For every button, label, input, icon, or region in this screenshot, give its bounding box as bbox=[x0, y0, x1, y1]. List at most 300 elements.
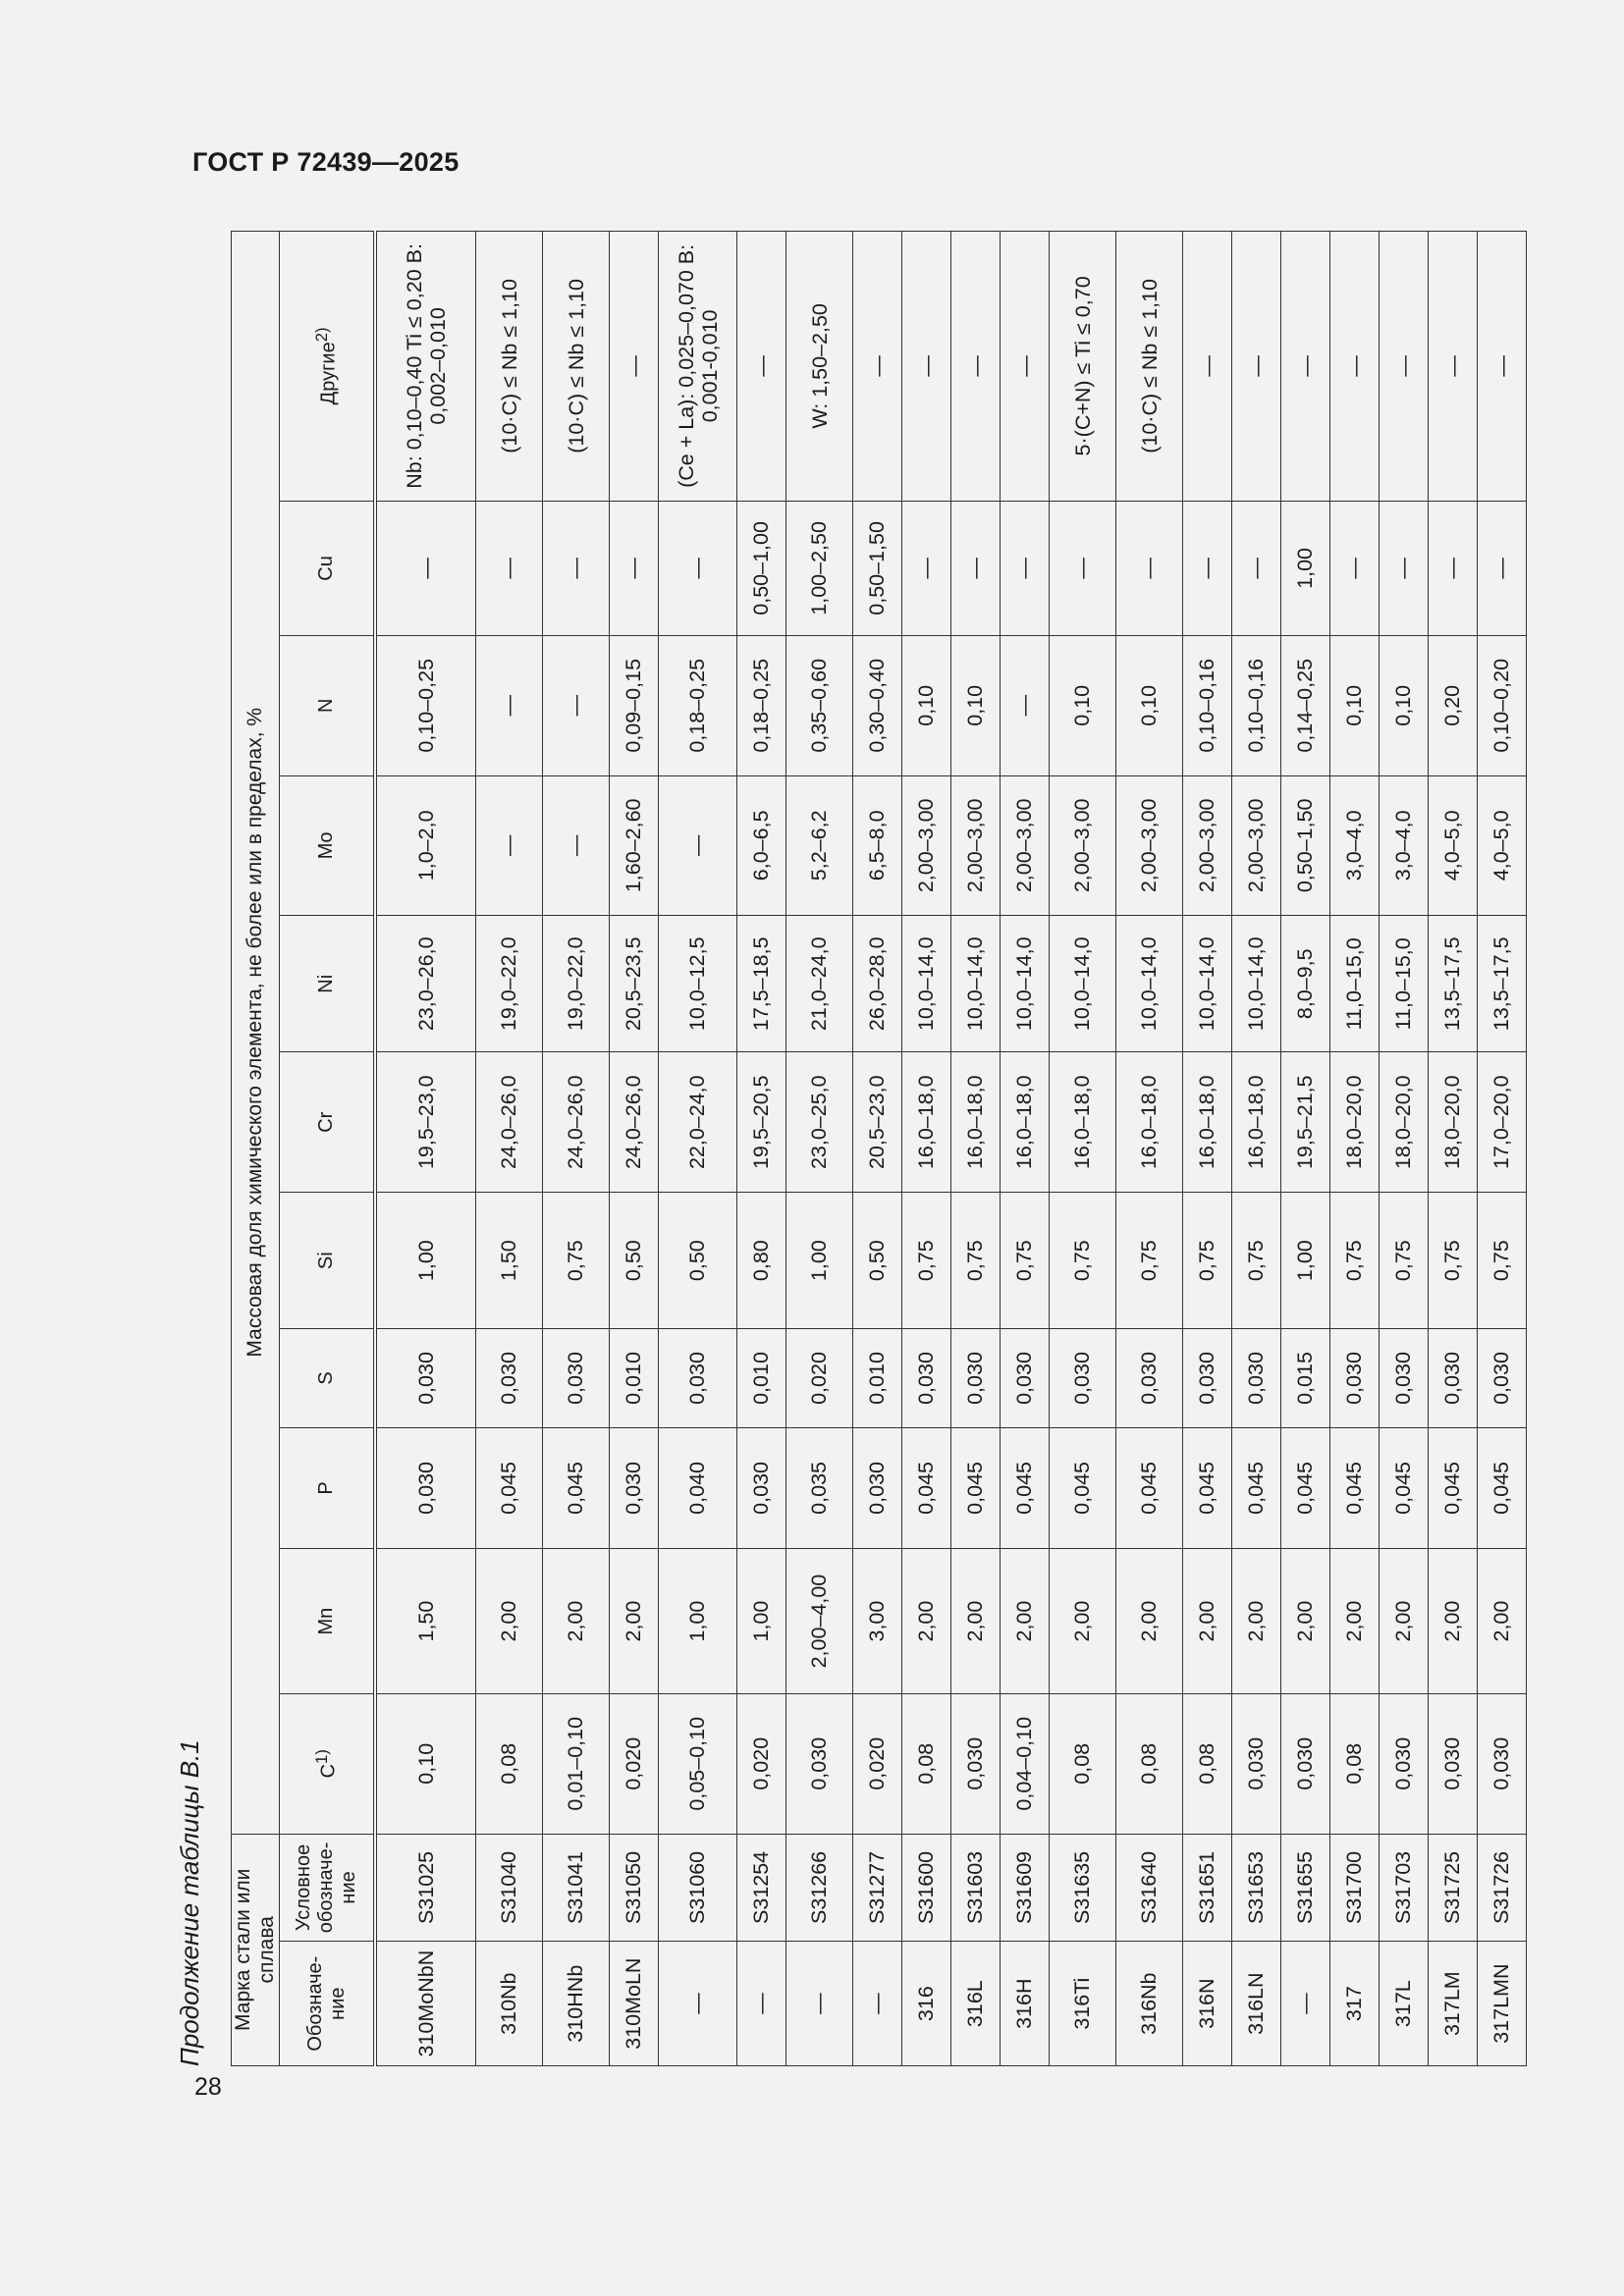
cell-ni: 10,0–14,0 bbox=[1050, 916, 1116, 1052]
cell-cu: 1,00–2,50 bbox=[786, 501, 853, 635]
cell-name: 310Nb bbox=[476, 1942, 543, 2066]
cell-n: 0,18–0,25 bbox=[737, 636, 786, 776]
cell-other: — bbox=[951, 232, 1001, 502]
cell-p: 0,045 bbox=[1380, 1427, 1429, 1549]
cell-ni: 8,0–9,5 bbox=[1281, 916, 1330, 1052]
cell-mn: 2,00 bbox=[1281, 1549, 1330, 1694]
cell-n: 0,14–0,25 bbox=[1281, 636, 1330, 776]
cell-cr: 19,5–23,0 bbox=[375, 1052, 476, 1193]
cell-uns: S31041 bbox=[543, 1834, 610, 1942]
cell-s: 0,030 bbox=[543, 1329, 610, 1427]
cell-other: — bbox=[853, 232, 902, 502]
cell-n: — bbox=[1001, 636, 1050, 776]
cell-uns: S31703 bbox=[1380, 1834, 1429, 1942]
cell-p: 0,030 bbox=[737, 1427, 786, 1549]
cell-si: 0,75 bbox=[1001, 1192, 1050, 1328]
cell-name: 316N bbox=[1183, 1942, 1232, 2066]
cell-mn: 1,50 bbox=[375, 1549, 476, 1694]
cell-name: 316Nb bbox=[1116, 1942, 1183, 2066]
cell-ni: 19,0–22,0 bbox=[476, 916, 543, 1052]
cell-s: 0,030 bbox=[902, 1329, 951, 1427]
cell-p: 0,045 bbox=[476, 1427, 543, 1549]
cell-si: 0,75 bbox=[1050, 1192, 1116, 1328]
cell-p: 0,045 bbox=[1330, 1427, 1380, 1549]
header-p: P bbox=[280, 1427, 376, 1549]
header-n: N bbox=[280, 636, 376, 776]
cell-uns: S31025 bbox=[375, 1834, 476, 1942]
cell-mo: 4,0–5,0 bbox=[1429, 775, 1478, 916]
cell-mo: 2,00–3,00 bbox=[951, 775, 1001, 916]
cell-c: 0,030 bbox=[1232, 1693, 1281, 1834]
cell-ni: 26,0–28,0 bbox=[853, 916, 902, 1052]
cell-other: 5·(C+N) ≤ Ti ≤ 0,70 bbox=[1050, 232, 1116, 502]
table-row bbox=[610, 232, 659, 2066]
cell-s: 0,030 bbox=[1429, 1329, 1478, 1427]
cell-other: — bbox=[1380, 232, 1429, 502]
cell-name: 310MoLN bbox=[610, 1942, 659, 2066]
cell-cu: — bbox=[1232, 501, 1281, 635]
other-footnote-mark: 2) bbox=[312, 327, 332, 343]
cell-s: 0,030 bbox=[1183, 1329, 1232, 1427]
rotated-table-block bbox=[175, 231, 1514, 2066]
table-caption: Продолжение таблицы В.1 bbox=[175, 1739, 204, 2066]
cell-s: 0,030 bbox=[1232, 1329, 1281, 1427]
cell-ni: 10,0–14,0 bbox=[1001, 916, 1050, 1052]
cell-uns: S31266 bbox=[786, 1834, 853, 1942]
table-row bbox=[1330, 232, 1380, 2066]
cell-cr: 24,0–26,0 bbox=[610, 1052, 659, 1193]
cell-uns: S31040 bbox=[476, 1834, 543, 1942]
table-row bbox=[1380, 232, 1429, 2066]
composition-group-header: Массовая доля химического элемента, не более или в пределах, % bbox=[232, 232, 280, 1835]
cell-n: — bbox=[476, 636, 543, 776]
table-row bbox=[659, 232, 737, 2066]
cell-n: 0,10 bbox=[1116, 636, 1183, 776]
cell-cr: 24,0–26,0 bbox=[476, 1052, 543, 1193]
cell-cr: 20,5–23,0 bbox=[853, 1052, 902, 1193]
cell-p: 0,045 bbox=[1183, 1427, 1232, 1549]
cell-uns: S31640 bbox=[1116, 1834, 1183, 1942]
header-ni: Ni bbox=[280, 916, 376, 1052]
cell-cr: 18,0–20,0 bbox=[1330, 1052, 1380, 1193]
header-c: $C^{1)}$ bbox=[280, 1693, 376, 1834]
cell-mn: 2,00 bbox=[1050, 1549, 1116, 1694]
cell-mo: 3,0–4,0 bbox=[1330, 775, 1380, 916]
cell-uns: S31254 bbox=[737, 1834, 786, 1942]
cell-p: 0,035 bbox=[786, 1427, 853, 1549]
cell-mn: 2,00 bbox=[1330, 1549, 1380, 1694]
table-row bbox=[786, 232, 853, 2066]
header-cu: Cu bbox=[280, 501, 376, 635]
cell-c: 0,08 bbox=[1116, 1693, 1183, 1834]
cell-n: 0,10 bbox=[1050, 636, 1116, 776]
cell-mo: 0,50–1,50 bbox=[1281, 775, 1330, 916]
cell-cr: 16,0–18,0 bbox=[951, 1052, 1001, 1193]
cell-other: — bbox=[1281, 232, 1330, 502]
cell-s: 0,010 bbox=[737, 1329, 786, 1427]
cell-name: 310MoNbN bbox=[375, 1942, 476, 2066]
cell-p: 0,045 bbox=[1478, 1427, 1527, 1549]
cell-cu: — bbox=[1330, 501, 1380, 635]
cell-cr: 23,0–25,0 bbox=[786, 1052, 853, 1193]
cell-name: — bbox=[786, 1942, 853, 2066]
cell-uns: S31653 bbox=[1232, 1834, 1281, 1942]
cell-mo: 2,00–3,00 bbox=[902, 775, 951, 916]
cell-n: — bbox=[543, 636, 610, 776]
cell-s: 0,030 bbox=[659, 1329, 737, 1427]
cell-si: 0,75 bbox=[543, 1192, 610, 1328]
cell-cr: 22,0–24,0 bbox=[659, 1052, 737, 1193]
cell-ni: 17,5–18,5 bbox=[737, 916, 786, 1052]
grade-group-header: Марка стали или сплава bbox=[232, 1834, 280, 2065]
cell-s: 0,030 bbox=[1478, 1329, 1527, 1427]
cell-n: 0,35–0,60 bbox=[786, 636, 853, 776]
cell-cr: 16,0–18,0 bbox=[1116, 1052, 1183, 1193]
cell-ni: 10,0–12,5 bbox=[659, 916, 737, 1052]
table-row bbox=[1116, 232, 1183, 2066]
cell-s: 0,010 bbox=[610, 1329, 659, 1427]
cell-name: 316H bbox=[1001, 1942, 1050, 2066]
cell-mo: 3,0–4,0 bbox=[1380, 775, 1429, 916]
cell-cu: — bbox=[1116, 501, 1183, 635]
cell-other: — bbox=[1232, 232, 1281, 502]
cell-cr: 19,5–20,5 bbox=[737, 1052, 786, 1193]
cell-uns: S31651 bbox=[1183, 1834, 1232, 1942]
cell-mn: 2,00 bbox=[1116, 1549, 1183, 1694]
table-row bbox=[1429, 232, 1478, 2066]
cell-si: 1,00 bbox=[1281, 1192, 1330, 1328]
cell-mn: 2,00–4,00 bbox=[786, 1549, 853, 1694]
cell-other: (10·C) ≤ Nb ≤ 1,10 bbox=[476, 232, 543, 502]
cell-n: 0,10 bbox=[902, 636, 951, 776]
cell-cu: — bbox=[375, 501, 476, 635]
cell-name: — bbox=[853, 1942, 902, 2066]
cell-c: 0,020 bbox=[610, 1693, 659, 1834]
cell-mn: 2,00 bbox=[1429, 1549, 1478, 1694]
cell-ni: 20,5–23,5 bbox=[610, 916, 659, 1052]
cell-mn: 1,00 bbox=[737, 1549, 786, 1694]
table-row bbox=[1232, 232, 1281, 2066]
cell-si: 1,50 bbox=[476, 1192, 543, 1328]
cell-other: (10·C) ≤ Nb ≤ 1,10 bbox=[1116, 232, 1183, 502]
cell-cu: — bbox=[1478, 501, 1527, 635]
cell-mo: 5,2–6,2 bbox=[786, 775, 853, 916]
cell-p: 0,045 bbox=[1050, 1427, 1116, 1549]
composition-table bbox=[231, 231, 1527, 2066]
cell-other: — bbox=[610, 232, 659, 502]
cell-mn: 2,00 bbox=[476, 1549, 543, 1694]
cell-cr: 16,0–18,0 bbox=[1050, 1052, 1116, 1193]
cell-n: 0,18–0,25 bbox=[659, 636, 737, 776]
table-row bbox=[543, 232, 610, 2066]
cell-mn: 2,00 bbox=[1001, 1549, 1050, 1694]
cell-mo: 6,5–8,0 bbox=[853, 775, 902, 916]
cell-name: — bbox=[659, 1942, 737, 2066]
cell-p: 0,045 bbox=[1429, 1427, 1478, 1549]
header-si: Si bbox=[280, 1192, 376, 1328]
cell-ni: 23,0–26,0 bbox=[375, 916, 476, 1052]
cell-si: 0,50 bbox=[659, 1192, 737, 1328]
cell-mo: 2,00–3,00 bbox=[1050, 775, 1116, 916]
cell-si: 0,50 bbox=[610, 1192, 659, 1328]
cell-p: 0,045 bbox=[543, 1427, 610, 1549]
cell-si: 0,75 bbox=[951, 1192, 1001, 1328]
cell-c: 0,05–0,10 bbox=[659, 1693, 737, 1834]
cell-other: W: 1,50–2,50 bbox=[786, 232, 853, 502]
cell-name: 316LN bbox=[1232, 1942, 1281, 2066]
cell-mn: 2,00 bbox=[610, 1549, 659, 1694]
cell-si: 0,75 bbox=[1330, 1192, 1380, 1328]
cell-s: 0,030 bbox=[476, 1329, 543, 1427]
cell-s: 0,030 bbox=[1380, 1329, 1429, 1427]
cell-ni: 13,5–17,5 bbox=[1429, 916, 1478, 1052]
cell-name: 317LMN bbox=[1478, 1942, 1527, 2066]
cell-other: — bbox=[1429, 232, 1478, 502]
cell-other: — bbox=[1183, 232, 1232, 502]
document-header: ГОСТ Р 72439—2025 bbox=[192, 147, 460, 177]
cell-uns: S31726 bbox=[1478, 1834, 1527, 1942]
cell-mn: 2,00 bbox=[1478, 1549, 1527, 1694]
table-row bbox=[1281, 232, 1330, 2066]
cell-s: 0,030 bbox=[951, 1329, 1001, 1427]
cell-cr: 24,0–26,0 bbox=[543, 1052, 610, 1193]
table-row bbox=[1050, 232, 1116, 2066]
cell-si: 0,75 bbox=[1380, 1192, 1429, 1328]
header-uns: Условное обозначе-ние bbox=[280, 1834, 376, 1942]
cell-cr: 16,0–18,0 bbox=[1183, 1052, 1232, 1193]
cell-mo: — bbox=[476, 775, 543, 916]
cell-s: 0,030 bbox=[1330, 1329, 1380, 1427]
cell-cu: — bbox=[543, 501, 610, 635]
cell-si: 0,80 bbox=[737, 1192, 786, 1328]
cell-si: 1,00 bbox=[375, 1192, 476, 1328]
cell-cu: — bbox=[1001, 501, 1050, 635]
cell-uns: S31600 bbox=[902, 1834, 951, 1942]
cell-other: — bbox=[1001, 232, 1050, 502]
cell-other: — bbox=[902, 232, 951, 502]
cell-name: 317LM bbox=[1429, 1942, 1478, 2066]
cell-uns: S31655 bbox=[1281, 1834, 1330, 1942]
header-mo: Mo bbox=[280, 775, 376, 916]
cell-si: 1,00 bbox=[786, 1192, 853, 1328]
cell-si: 0,75 bbox=[902, 1192, 951, 1328]
cell-name: 316Ti bbox=[1050, 1942, 1116, 2066]
cell-name: 310HNb bbox=[543, 1942, 610, 2066]
cell-ni: 10,0–14,0 bbox=[902, 916, 951, 1052]
cell-c: 0,030 bbox=[1380, 1693, 1429, 1834]
header-other: Другие$^{2)}$ bbox=[280, 232, 376, 502]
cell-ni: 10,0–14,0 bbox=[1116, 916, 1183, 1052]
cell-ni: 21,0–24,0 bbox=[786, 916, 853, 1052]
cell-ni: 10,0–14,0 bbox=[951, 916, 1001, 1052]
header-mn: Mn bbox=[280, 1549, 376, 1694]
cell-uns: S31725 bbox=[1429, 1834, 1478, 1942]
cell-cr: 16,0–18,0 bbox=[1232, 1052, 1281, 1193]
cell-name: — bbox=[1281, 1942, 1330, 2066]
cell-mo: 1,60–2,60 bbox=[610, 775, 659, 916]
cell-n: 0,10 bbox=[951, 636, 1001, 776]
cell-cr: 19,5–21,5 bbox=[1281, 1052, 1330, 1193]
cell-p: 0,045 bbox=[1116, 1427, 1183, 1549]
cell-cu: 1,00 bbox=[1281, 501, 1330, 635]
cell-cr: 16,0–18,0 bbox=[902, 1052, 951, 1193]
cell-p: 0,045 bbox=[951, 1427, 1001, 1549]
cell-other: Nb: 0,10–0,40 Ti ≤ 0,20 B: 0,002–0,010 bbox=[375, 232, 476, 502]
cell-c: 0,030 bbox=[951, 1693, 1001, 1834]
cell-mn: 2,00 bbox=[543, 1549, 610, 1694]
cell-cu: — bbox=[1380, 501, 1429, 635]
cell-p: 0,045 bbox=[1232, 1427, 1281, 1549]
cell-other: (10·C) ≤ Nb ≤ 1,10 bbox=[543, 232, 610, 502]
cell-n: 0,09–0,15 bbox=[610, 636, 659, 776]
cell-c: 0,08 bbox=[1050, 1693, 1116, 1834]
cell-ni: 11,0–15,0 bbox=[1330, 916, 1380, 1052]
cell-mo: 2,00–3,00 bbox=[1232, 775, 1281, 916]
cell-c: 0,08 bbox=[1183, 1693, 1232, 1834]
cell-s: 0,030 bbox=[1116, 1329, 1183, 1427]
cell-mo: — bbox=[543, 775, 610, 916]
cell-c: 0,08 bbox=[1330, 1693, 1380, 1834]
cell-cr: 18,0–20,0 bbox=[1429, 1052, 1478, 1193]
header-s: S bbox=[280, 1329, 376, 1427]
cell-si: 0,75 bbox=[1429, 1192, 1478, 1328]
cell-cr: 16,0–18,0 bbox=[1001, 1052, 1050, 1193]
cell-c: 0,030 bbox=[786, 1693, 853, 1834]
cell-si: 0,75 bbox=[1183, 1192, 1232, 1328]
cell-p: 0,030 bbox=[610, 1427, 659, 1549]
cell-uns: S31603 bbox=[951, 1834, 1001, 1942]
cell-cu: — bbox=[1183, 501, 1232, 635]
cell-c: 0,01–0,10 bbox=[543, 1693, 610, 1834]
cell-mn: 2,00 bbox=[902, 1549, 951, 1694]
cell-c: 0,020 bbox=[853, 1693, 902, 1834]
cell-n: 0,10–0,20 bbox=[1478, 636, 1527, 776]
header-cr: Cr bbox=[280, 1052, 376, 1193]
cell-si: 0,50 bbox=[853, 1192, 902, 1328]
cell-name: 317 bbox=[1330, 1942, 1380, 2066]
header-designation: Обозначе-ние bbox=[280, 1942, 376, 2066]
cell-mo: 6,0–6,5 bbox=[737, 775, 786, 916]
cell-other: — bbox=[1478, 232, 1527, 502]
cell-ni: 10,0–14,0 bbox=[1232, 916, 1281, 1052]
cell-si: 0,75 bbox=[1116, 1192, 1183, 1328]
cell-p: 0,040 bbox=[659, 1427, 737, 1549]
cell-s: 0,030 bbox=[1050, 1329, 1116, 1427]
cell-name: 316 bbox=[902, 1942, 951, 2066]
cell-cr: 17,0–20,0 bbox=[1478, 1052, 1527, 1193]
cell-c: 0,020 bbox=[737, 1693, 786, 1834]
cell-cu: — bbox=[902, 501, 951, 635]
cell-n: 0,10 bbox=[1330, 636, 1380, 776]
cell-cu: — bbox=[659, 501, 737, 635]
cell-si: 0,75 bbox=[1478, 1192, 1527, 1328]
cell-s: 0,020 bbox=[786, 1329, 853, 1427]
cell-s: 0,015 bbox=[1281, 1329, 1330, 1427]
cell-p: 0,030 bbox=[853, 1427, 902, 1549]
cell-cu: 0,50–1,00 bbox=[737, 501, 786, 635]
cell-mn: 2,00 bbox=[1183, 1549, 1232, 1694]
page-number: 28 bbox=[194, 2073, 222, 2101]
cell-n: 0,10–0,16 bbox=[1232, 636, 1281, 776]
cell-n: 0,10–0,25 bbox=[375, 636, 476, 776]
cell-p: 0,030 bbox=[375, 1427, 476, 1549]
cell-c: 0,030 bbox=[1478, 1693, 1527, 1834]
cell-c: 0,030 bbox=[1281, 1693, 1330, 1834]
table-row bbox=[1183, 232, 1232, 2066]
cell-ni: 11,0–15,0 bbox=[1380, 916, 1429, 1052]
cell-name: — bbox=[737, 1942, 786, 2066]
cell-n: 0,20 bbox=[1429, 636, 1478, 776]
cell-c: 0,030 bbox=[1429, 1693, 1478, 1834]
c-footnote-mark: 1) bbox=[312, 1749, 332, 1764]
cell-ni: 10,0–14,0 bbox=[1183, 916, 1232, 1052]
cell-cu: — bbox=[610, 501, 659, 635]
cell-p: 0,045 bbox=[1281, 1427, 1330, 1549]
cell-uns: S31277 bbox=[853, 1834, 902, 1942]
cell-cr: 18,0–20,0 bbox=[1380, 1052, 1429, 1193]
cell-name: 317L bbox=[1380, 1942, 1429, 2066]
cell-mn: 2,00 bbox=[951, 1549, 1001, 1694]
cell-uns: S31060 bbox=[659, 1834, 737, 1942]
table-row bbox=[375, 232, 476, 2066]
cell-c: 0,04–0,10 bbox=[1001, 1693, 1050, 1834]
cell-mn: 3,00 bbox=[853, 1549, 902, 1694]
cell-uns: S31700 bbox=[1330, 1834, 1380, 1942]
cell-n: 0,30–0,40 bbox=[853, 636, 902, 776]
cell-p: 0,045 bbox=[1001, 1427, 1050, 1549]
cell-other: — bbox=[1330, 232, 1380, 502]
cell-mo: 4,0–5,0 bbox=[1478, 775, 1527, 916]
cell-ni: 13,5–17,5 bbox=[1478, 916, 1527, 1052]
table-row bbox=[853, 232, 902, 2066]
table-row bbox=[737, 232, 786, 2066]
cell-ni: 19,0–22,0 bbox=[543, 916, 610, 1052]
cell-mo: 2,00–3,00 bbox=[1183, 775, 1232, 916]
cell-s: 0,010 bbox=[853, 1329, 902, 1427]
cell-mo: — bbox=[659, 775, 737, 916]
table-row bbox=[951, 232, 1001, 2066]
table-row bbox=[902, 232, 951, 2066]
cell-mo: 2,00–3,00 bbox=[1116, 775, 1183, 916]
cell-other: — bbox=[737, 232, 786, 502]
cell-mn: 1,00 bbox=[659, 1549, 737, 1694]
cell-mo: 2,00–3,00 bbox=[1001, 775, 1050, 916]
cell-n: 0,10–0,16 bbox=[1183, 636, 1232, 776]
cell-p: 0,045 bbox=[902, 1427, 951, 1549]
cell-uns: S31050 bbox=[610, 1834, 659, 1942]
cell-n: 0,10 bbox=[1380, 636, 1429, 776]
cell-cu: — bbox=[951, 501, 1001, 635]
table-row bbox=[1478, 232, 1527, 2066]
cell-cu: 0,50–1,50 bbox=[853, 501, 902, 635]
cell-c: 0,08 bbox=[476, 1693, 543, 1834]
cell-other: (Ce + La): 0,025–0,070 B: 0,001-0,010 bbox=[659, 232, 737, 502]
cell-s: 0,030 bbox=[1001, 1329, 1050, 1427]
cell-cu: — bbox=[1050, 501, 1116, 635]
table-row bbox=[476, 232, 543, 2066]
cell-cu: — bbox=[1429, 501, 1478, 635]
table-row bbox=[1001, 232, 1050, 2066]
cell-c: 0,10 bbox=[375, 1693, 476, 1834]
cell-c: 0,08 bbox=[902, 1693, 951, 1834]
cell-cu: — bbox=[476, 501, 543, 635]
cell-mn: 2,00 bbox=[1232, 1549, 1281, 1694]
cell-si: 0,75 bbox=[1232, 1192, 1281, 1328]
cell-mo: 1,0–2,0 bbox=[375, 775, 476, 916]
cell-name: 316L bbox=[951, 1942, 1001, 2066]
cell-uns: S31609 bbox=[1001, 1834, 1050, 1942]
cell-s: 0,030 bbox=[375, 1329, 476, 1427]
